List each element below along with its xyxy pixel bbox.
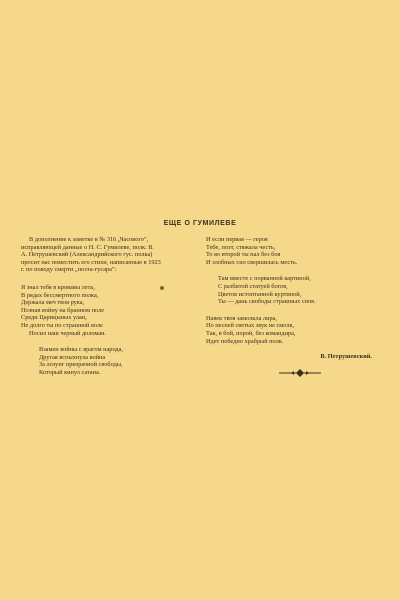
poem-line: Но песней светых звук не смолк, — [206, 322, 295, 330]
poem-line: Тебе, поэт, стяжала честь, — [206, 243, 276, 251]
poem-line: Цветов истоптанной куртиной, — [218, 290, 302, 298]
poem-line: То во второй ты пал без боя — [206, 251, 281, 259]
article-title: ЕЩЕ О ГУМИЛЕВЕ — [163, 220, 237, 227]
poem-stanza — [206, 275, 386, 305]
intro-line: г. по поводу смерти „поэта-гусара": — [21, 266, 117, 274]
intro-line: А. Петрушевский (Александрийского гус. полка) — [21, 251, 153, 259]
poem-line: Ты — дань свободы страшных снов. — [218, 298, 316, 306]
poem-line: Так, в бой, порой, без командира, — [206, 329, 296, 337]
poem-line: В рядах бессмертного полка, — [21, 291, 99, 299]
poem-stanza — [206, 236, 386, 266]
poem-line: Держала меч твоя рука, — [21, 299, 85, 307]
poem-stanza — [21, 346, 191, 376]
poem-stanza — [206, 315, 386, 345]
left-column — [21, 236, 191, 377]
poem-line: Там вместе с порванной картиной, — [218, 275, 311, 283]
poem-stanza — [21, 284, 191, 337]
intro-line: просит нас поместить его стихи, написанные в 1923 — [21, 258, 161, 266]
poem-line: Навек твоя замолкла лира, — [206, 314, 277, 322]
poem-line: Который кинул сатана. — [39, 368, 101, 376]
ink-dot — [160, 286, 164, 290]
intro-line: исправляющей данные о Н. С. Гумилеве, полк. В. — [21, 243, 154, 251]
poem-line: И злобных сил свершилась месть. — [206, 258, 298, 266]
intro-line: В дополнение к заметке в № 316 „Часового", — [29, 236, 149, 243]
right-column — [206, 236, 386, 361]
poem-line: Взамен войны с врагом народа, — [39, 346, 123, 354]
poem-line: Не долго ты по страшной воле — [21, 321, 103, 329]
poem-line: Идет победно храбрый полк. — [206, 337, 284, 345]
poem-line: Я знал тебя в кровавы лета, — [21, 283, 95, 291]
poem-line: Среди Царицыных улан, — [21, 314, 87, 322]
poem-line: Другая вспыхнула война — [39, 353, 106, 361]
poem-line: За лозунг призрачной свободы, — [39, 361, 123, 369]
ornament-divider-icon — [279, 368, 321, 378]
author-signature: В. Петрушевский. — [320, 353, 372, 361]
poem-line: И если первая — героя — [206, 236, 268, 243]
poem-line: С разбитой статуей богов, — [218, 282, 288, 290]
intro-paragraph — [21, 236, 191, 274]
poem-line: Познав войну на бранном поле — [21, 306, 105, 314]
poem-line: Носил наш черный доломан. — [29, 329, 107, 337]
